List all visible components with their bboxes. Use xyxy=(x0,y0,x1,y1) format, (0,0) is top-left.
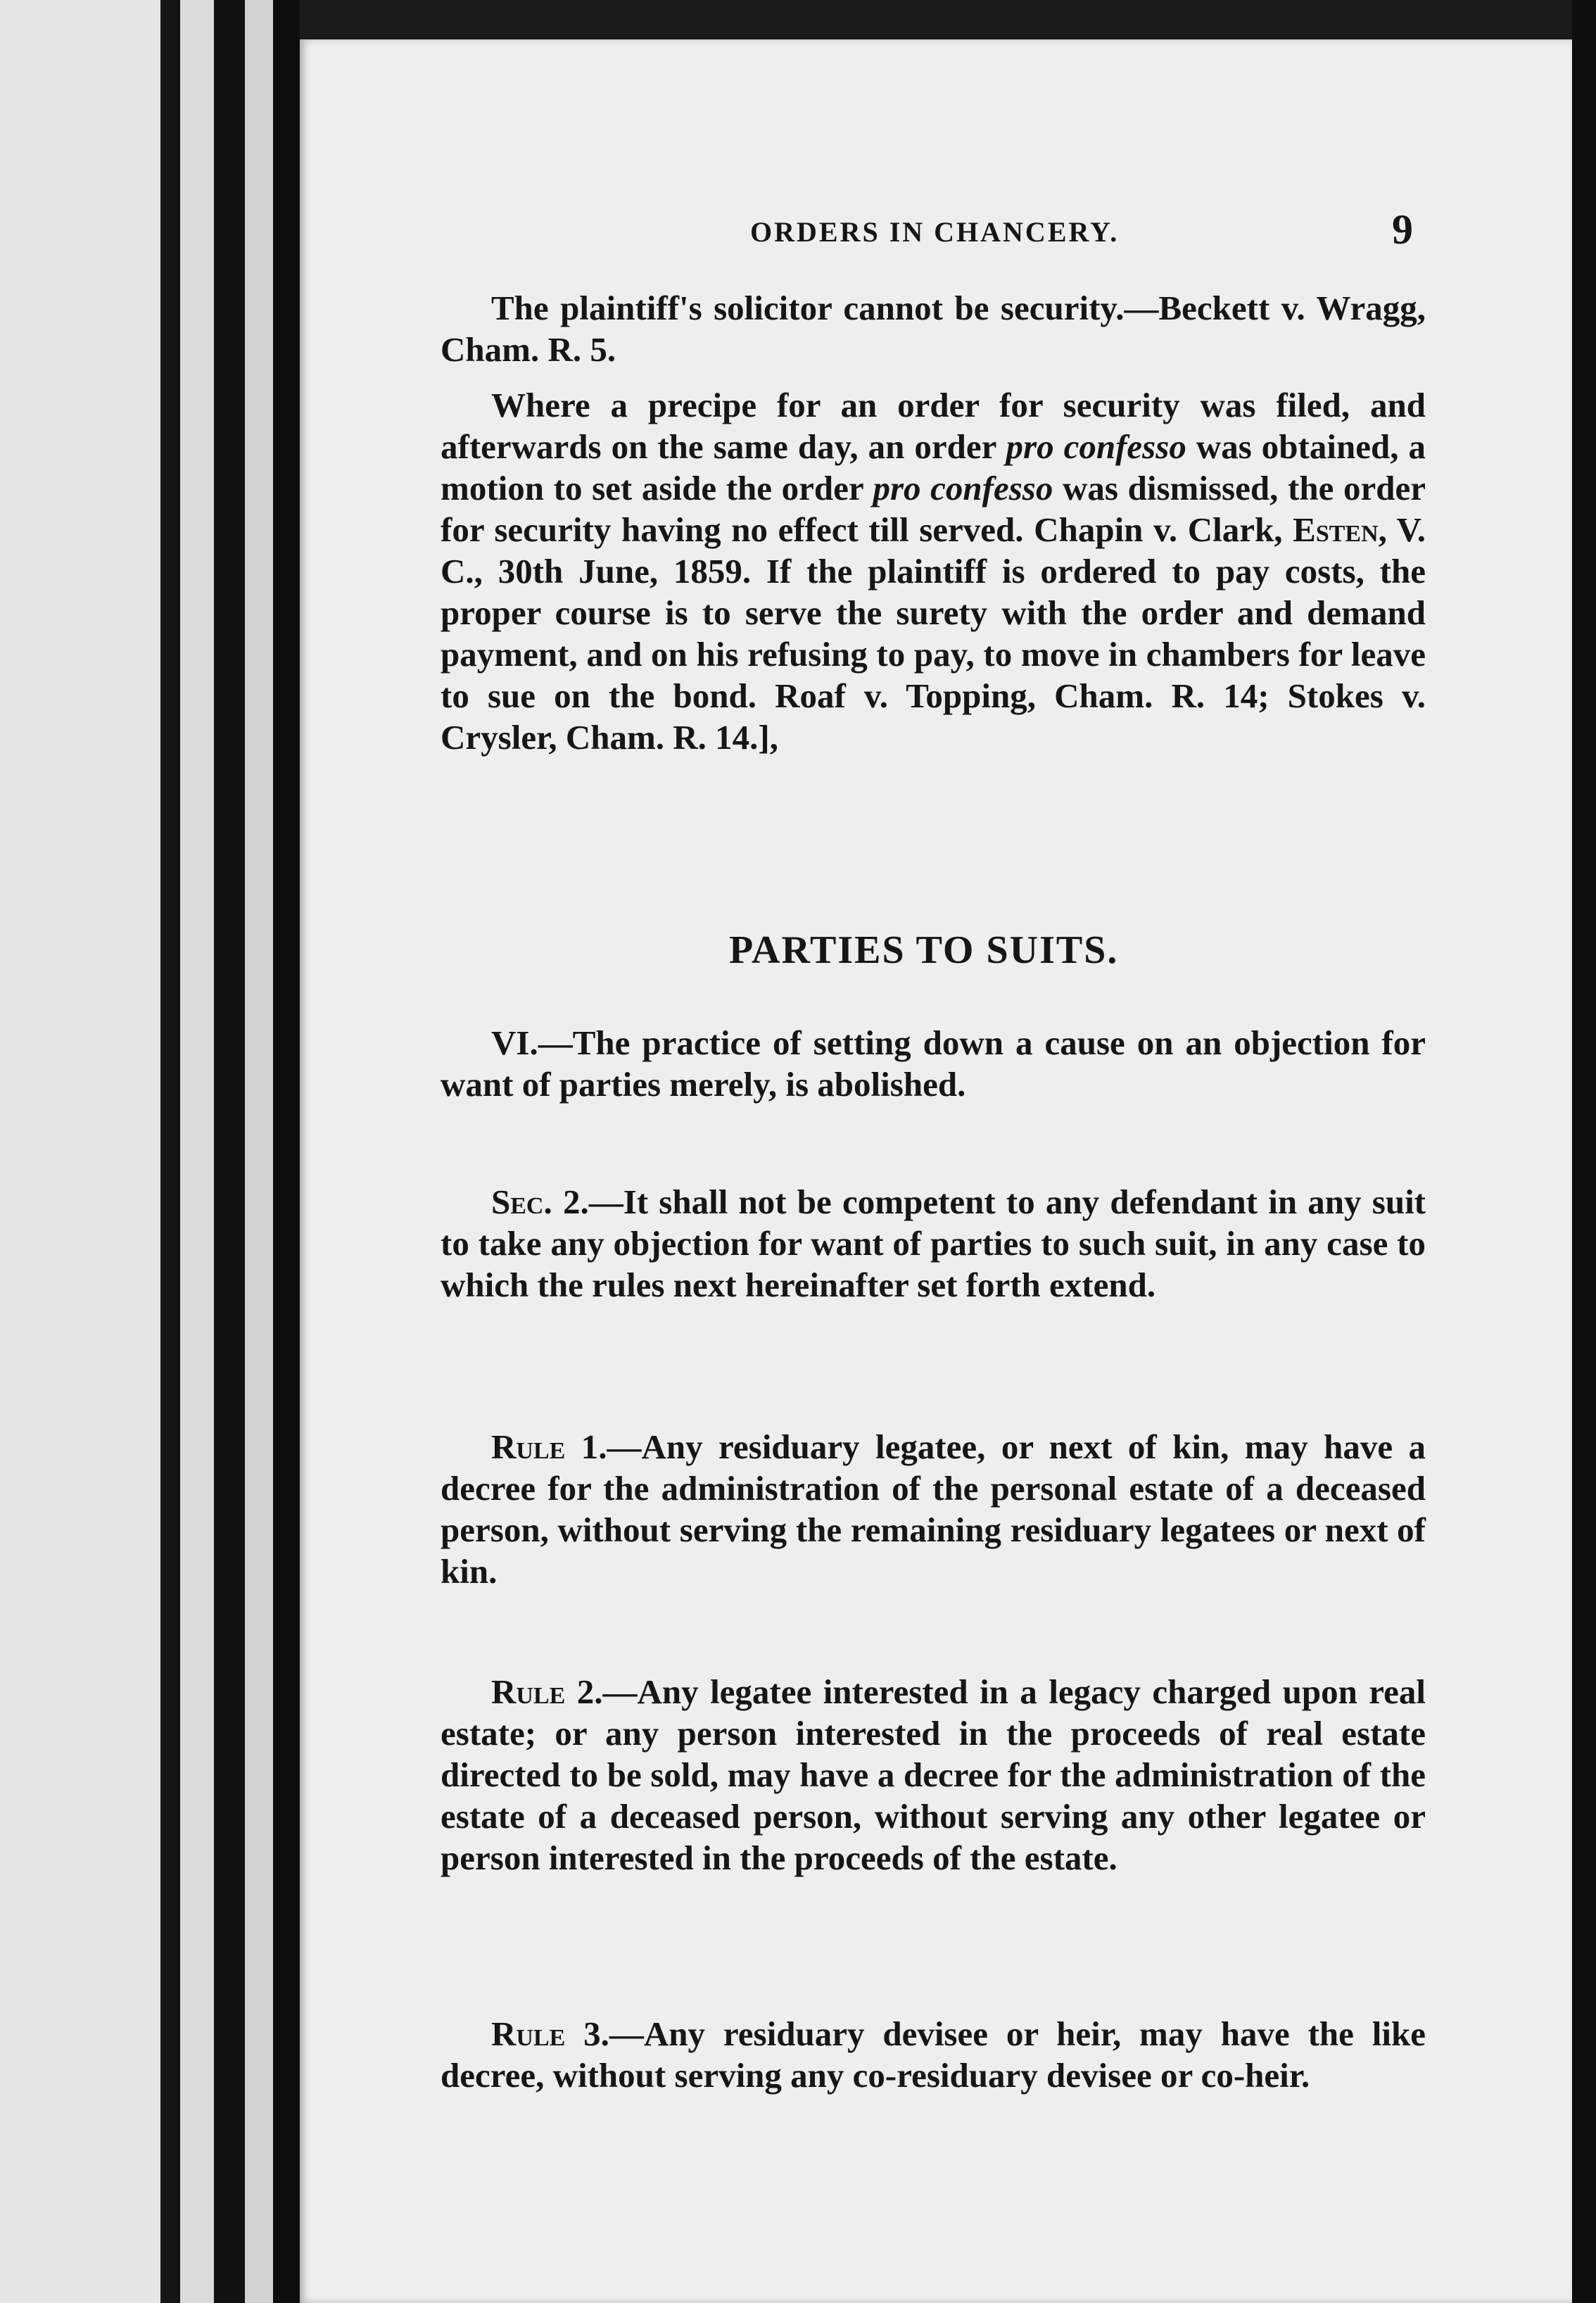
rule-paragraph xyxy=(441,1022,1426,1105)
rule-paragraph xyxy=(441,2013,1426,2096)
rule-1 xyxy=(441,1426,1426,1592)
text-run: was obtained, a motion to set aside the order xyxy=(441,427,1426,507)
text-run: Where a precipe for an order for security was filed, and afterwards on the same day, an order xyxy=(441,386,1426,466)
binding-gutter xyxy=(273,0,300,2303)
scan-border xyxy=(1572,0,1596,2303)
section-2 xyxy=(441,1181,1426,1306)
rule-2 xyxy=(441,1671,1426,1879)
page-edge-strip xyxy=(180,0,214,2303)
page-edge-strip xyxy=(245,0,273,2303)
rule-3 xyxy=(441,2013,1426,2096)
binding-gutter xyxy=(160,0,180,2303)
rule-paragraph xyxy=(441,1426,1426,1592)
note-paragraph xyxy=(441,384,1426,758)
rule-paragraph xyxy=(441,1181,1426,1306)
note-paragraph xyxy=(441,287,1426,370)
page-number: 9 xyxy=(1392,206,1413,253)
judge-name: Esten xyxy=(1293,510,1379,549)
rule-label: Rule xyxy=(491,1427,566,1466)
binding-gutter xyxy=(214,0,245,2303)
italic-pro-confesso: pro confesso xyxy=(873,469,1053,507)
facing-page-strip xyxy=(0,0,160,2303)
book-page xyxy=(300,39,1572,2303)
rule-vi: VI.—The practice of setting down a cause on an objection for want of parties merely, is abolished. xyxy=(441,1023,1426,1104)
rule-label: Rule xyxy=(491,1672,566,1711)
note-precipe xyxy=(441,384,1426,758)
running-header: ORDERS IN CHANCERY. xyxy=(750,216,1120,248)
rule-label: Rule xyxy=(491,2014,566,2053)
sec-label: Sec. xyxy=(491,1182,552,1221)
text-run: was dismissed, the order for security having no effect till served. Chapin v. Clark, xyxy=(441,469,1426,549)
text-run: 2.—Any legatee interested in a legacy charged upon real estate; or any person interested in the proceeds of real estate directed to be sold, may have a decree for the administration of the estate of a deceased person, without serving any other legatee or person interested in the proceeds of the estate. xyxy=(441,1672,1426,1877)
italic-pro-confesso: pro confesso xyxy=(1006,427,1186,466)
rule-paragraph xyxy=(441,1671,1426,1879)
text-run: , V. C., 30th June, 1859. If the plaintiff is ordered to pay costs, the proper course is to serve the surety with the order and demand payment, and on his refusing to pay, to move in chambers for leave to sue on the bond. Roaf v. Topping, Cham. R. 14; Stokes v. Crysler, Cham. R. 14.], xyxy=(441,510,1426,757)
text-run: 3.—Any residuary devisee or heir, may have the like decree, without serving any co-residuary devisee or co-heir. xyxy=(441,2014,1426,2095)
note-security: The plaintiff's solicitor cannot be security.—Beckett v. Wragg, Cham. R. 5. xyxy=(441,289,1426,369)
section-heading: PARTIES TO SUITS. xyxy=(729,928,1119,972)
text-run: 2.—It shall not be competent to any defendant in any suit to take any objection for want of parties to such suit, in any case to which the rules next hereinafter set forth extend. xyxy=(441,1182,1426,1304)
text-run: 1.—Any residuary legatee, or next of kin, may have a decree for the administration of the personal estate of a deceased person, without serving the remaining residuary legatees or next of kin. xyxy=(441,1427,1426,1591)
